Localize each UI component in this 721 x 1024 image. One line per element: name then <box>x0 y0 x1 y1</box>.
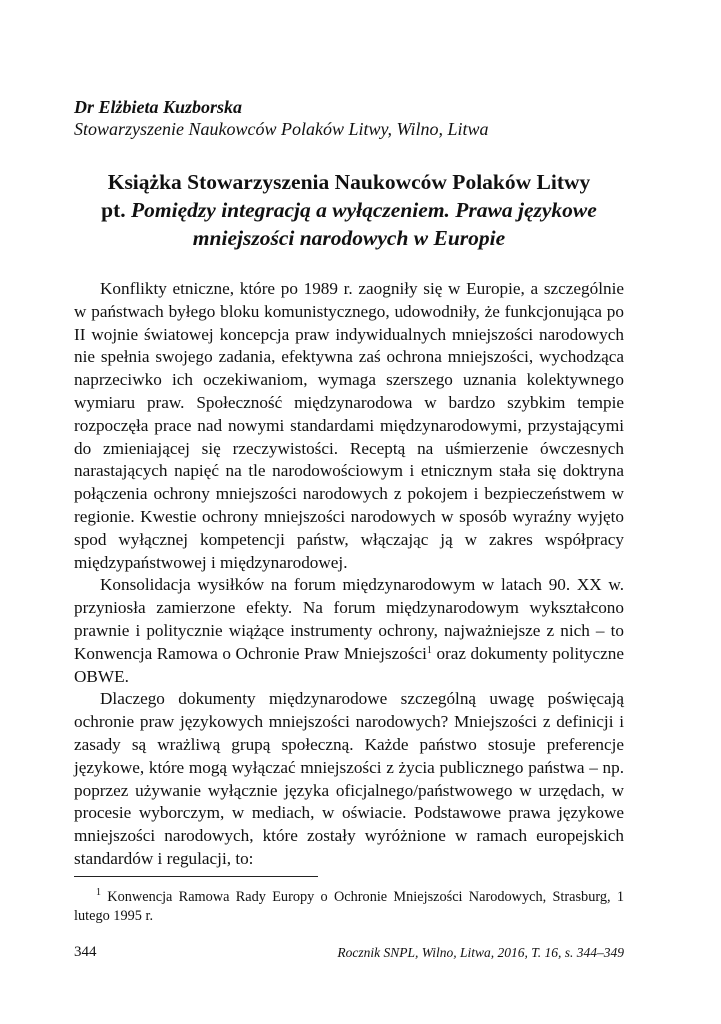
author-affiliation: Stowarzyszenie Naukowców Polaków Litwy, Wilno, Litwa <box>74 119 489 139</box>
paragraph-1: Konflikty etniczne, które po 1989 r. zaogniły się w Europie, a szczególnie w państwach byłego bloku komunistycznego, udowodniły, że funkcjonująca po II wojnie światowej koncepcja praw indywidualnych mniejszości narodowych nie spełnia swojego zadania, efektywna zaś ochrona mniejszości, wychodząca naprzeciwko ich oczekiwaniom, wymaga szerszego uznania kolektywnego wymiaru praw. Społeczność międzynarodowa w bardzo szybkim tempie rozpoczęła prace nad nowymi standardami międzynarodowymi, przystającymi do zmieniającej się rzeczywistości. Receptą na uśmierzenie ówczesnych narastających napięć na tle narodowościowym i etnicznym stała się doktryna połączenia ochrony mniejszości narodowych z pokojem i bezpieczeństwem w regionie. Kwestie ochrony mniejszości narodowych w sposób wyraźny wyjęto spod wyłącznej kompetencji państw, włączając ją w zakres współpracy międzypaństwowej i międzynarodowej. <box>74 279 624 572</box>
article-page <box>74 96 624 871</box>
footnote-divider <box>74 876 318 877</box>
journal-citation: Rocznik SNPL, Wilno, Litwa, 2016, T. 16, s. 344–349 <box>337 945 624 960</box>
author-name: Dr Elżbieta Kuzborska <box>74 97 243 117</box>
footnote-marker: 1 <box>96 887 101 898</box>
title-italic: Pomiędzy integracją a wyłączeniem. Prawa językowe mniejszości narodowych w Europie <box>131 198 597 250</box>
paragraph-2-text: Konsolidacja wysiłków na forum międzynarodowym w latach 90. XX w. przyniosła zamierzone efekty. Na forum międzynarodowym wykształcono prawnie i politycznie wiążące instrumenty ochrony, najważniejsze z nich – to Konwencja Ramowa o Ochronie Praw Mniejszości <box>74 575 624 663</box>
paragraph-2 <box>74 574 624 688</box>
article-body <box>74 278 624 871</box>
title-line-1: Książka Stowarzyszenia Naukowców Polaków Litwy <box>107 170 591 194</box>
page-footer <box>74 944 624 964</box>
paragraph-3: Dlaczego dokumenty międzynarodowe szczególną uwagę poświęcają ochronie praw językowych mniejszości narodowych? Mniejszości z definicji i zasady są wrażliwą grupą społeczną. Każde państwo stosuje preferencje językowe, które mogą wyłączać mniejszości z życia publicznego państwa – np. poprzez używanie wyłącznie języka oficjalnego/państwowego w urzędach, w procesie wyborczym, w mediach, w oświacie. Podstawowe prawa językowe mniejszości narodowych, które zostały wyróżnione w ramach europejskich standardów i regulacji, to: <box>74 689 624 868</box>
title-prefix: pt. <box>101 198 132 222</box>
article-title <box>74 168 624 252</box>
page-number: 344 <box>74 944 97 960</box>
footnote-ref: 1 <box>426 644 432 656</box>
paragraph-2-tail: oraz dokumenty polityczne OBWE. <box>74 643 625 686</box>
footnote <box>74 888 624 926</box>
footnote-text: Konwencja Ramowa Rady Europy o Ochronie Mniejszości Narodowych, Strasburg, 1 lutego 1995 r. <box>74 889 624 924</box>
